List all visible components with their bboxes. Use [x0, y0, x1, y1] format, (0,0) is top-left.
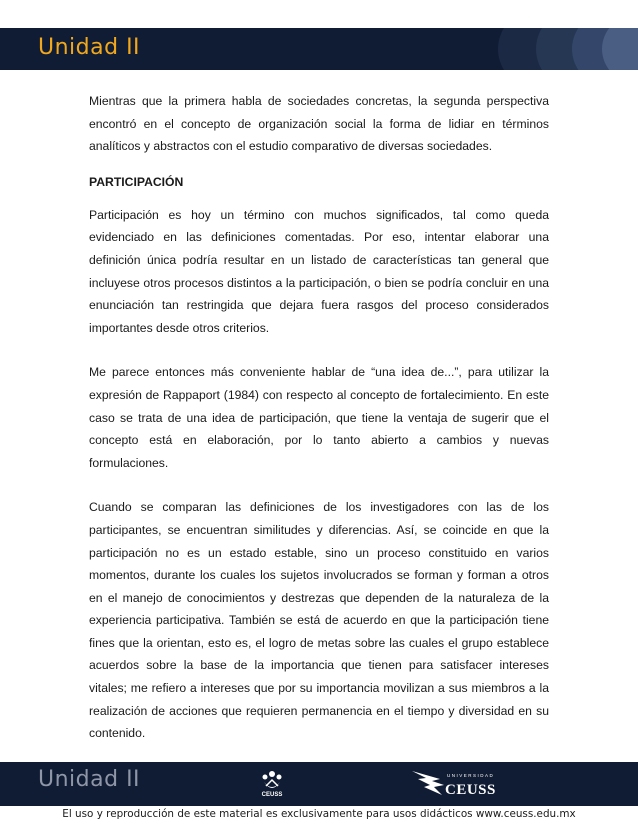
intro-paragraph: Mientras que la primera habla de sociedades concretas, la segunda perspectiva encontró en el concepto de organización social la forma de lidiar en términos analíticos y abstractos con el estudio comparativo de diversas sociedades. [89, 94, 549, 154]
unit-title: Unidad II [38, 35, 141, 60]
usage-notice: El uso y reproducción de este material es exclusivamente para usos didácticos www.ceuss.edu.mx [62, 808, 576, 820]
ceuss-university-label: UNIVERSIDAD [447, 773, 495, 778]
section-heading: PARTICIPACIÓN [89, 174, 184, 189]
paragraph: Me parece entonces más conveniente hablar de “una idea de...”, para utilizar la expresión de Rappaport (1984) con respecto al concepto de fortalecimiento. En este caso se trata de una idea de participación, que tiene la ventaja de sugerir que el concepto está en elaboración, por lo tanto abierto a cambios y nuevas formulaciones. [89, 365, 549, 470]
paragraph: Participación es hoy un término con muchos significados, tal como queda evidenciado en las definiciones comentadas. Por eso, intentar elaborar una definición única podría resultar en un listado de características tan general que incluyese otros procesos distintos a la participación, o bien se podría concluir en una enunciación tan restringida que dejara fuera rasgos del proceso considerados importantes desde otros criterios. [89, 207, 549, 335]
footer-unit-title: Unidad II [38, 767, 141, 792]
ceuss-small-label: CEUSS [261, 792, 283, 798]
header-band [0, 28, 638, 70]
paragraph: Cuando se comparan las definiciones de los investigadores con las de los participantes, se encuentran similitudes y diferencias. Así, se coincide en que la participación no es un estado estable, sino un proceso constituido en varios momentos, durante los cuales los sujetos involucrados se forman y forman a otros en el manejo de conocimientos y destrezas que dependen de la naturaleza de la experiencia participativa. También se está de acuerdo en que la participación tiene fines que la orientan, esto es, el logro de metas sobre las cuales el grupo establece acuerdos sobre la base de la importancia que tienen para satisfacer intereses vitales; me refiero a intereses que por su importancia movilizan a sus miembros a la realización de acciones que requieren permanencia en el tiempo y diversidad en su contenido. [89, 500, 549, 741]
footer-band [0, 762, 638, 806]
document-body [89, 90, 549, 767]
decorative-circles-icon [458, 28, 638, 70]
ceuss-logo-text: CEUSS [445, 782, 496, 798]
